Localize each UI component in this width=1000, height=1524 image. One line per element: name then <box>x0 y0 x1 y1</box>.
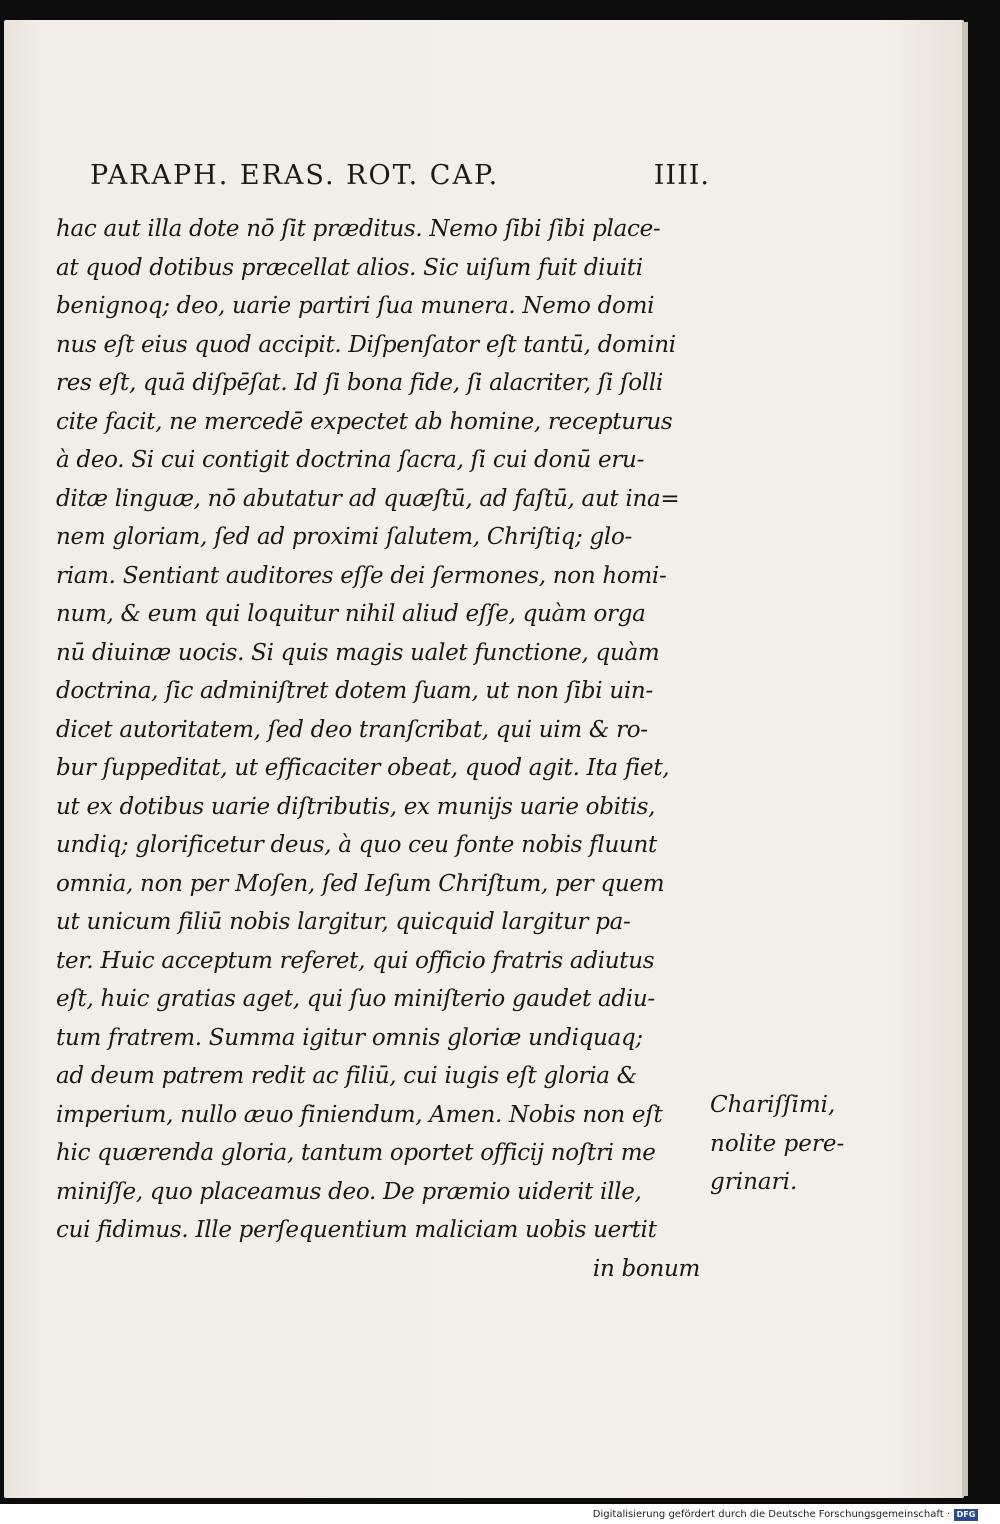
text-line: riam. Sentiant auditores eſſe dei ſermones, non homi- <box>56 562 667 589</box>
text-line: eſt, huic gratias aget, qui ſuo miniſterio gaudet adiu- <box>56 986 655 1012</box>
text-line: à deo. Si cui contigit doctrina ſacra, ſi cui donū eru- <box>56 447 645 473</box>
text-line: nū diuinӕ uocis. Si quis magis ualet functione, quàm <box>56 639 660 666</box>
text-line: omnia, non per Moſen, ſed Ieſum Chriſtum, per quem <box>56 870 665 897</box>
page-edge <box>962 22 968 1496</box>
text-line: bur ſuppeditat, ut efficaciter obeat, quod agit. Ita fiet, <box>56 755 670 781</box>
text-line: ut unicum filiū nobis largitur, quicquid largitur pa- <box>56 909 631 935</box>
text-line: hic quӕrenda gloria, tantum oportet officij noſtri me <box>56 1140 656 1166</box>
text-line: res eſt, quā diſpēſat. Id ſi bona fide, ſi alacriter, ſi ſolli <box>56 370 663 396</box>
catchword: in bonum <box>592 1255 700 1282</box>
dfg-logo-icon: DFG <box>954 1509 978 1521</box>
running-head <box>90 160 710 196</box>
text-line: ter. Huic acceptum referet, qui officio fratris adiutus <box>56 947 655 974</box>
credit-text: Digitalisierung gefördert durch die Deutsche Forschungsgemeinschaft · <box>592 1509 950 1520</box>
text-line: nem gloriam, ſed ad proximi ſalutem, Chriſtiq; glo- <box>56 524 632 550</box>
text-line: doctrina, ſic adminiſtret dotem ſuam, ut non ſibi uin- <box>56 678 653 704</box>
folio-number: IIII. <box>653 160 710 191</box>
text-line: imperium, nullo ӕuo finiendum, Amen. Nobis non eſt <box>56 1101 663 1128</box>
text-line: ad deum patrem redit ac filiū, cui iugis eſt gloria & <box>56 1063 637 1089</box>
digitization-credit <box>593 1508 978 1522</box>
text-line: benignoq; deo, uarie partiri ſua munera. Nemo domi <box>56 293 655 319</box>
running-head-title: PARAPH. ERAS. ROT. CAP. <box>90 160 500 191</box>
marginal-note <box>710 1086 880 1202</box>
text-line: cite facit, ne mercedē expectet ab homine, recepturus <box>56 408 673 435</box>
marginal-note-line: grinari. <box>710 1169 798 1195</box>
body-text <box>56 210 706 1288</box>
text-line: nus eſt eius quod accipit. Diſpenſator eſt tantū, domini <box>56 331 676 358</box>
text-line: hac aut illa dote nō ſit prӕditus. Nemo ſibi ſibi place- <box>56 216 661 242</box>
text-line: ut ex dotibus uarie diſtributis, ex munijs uarie obitis, <box>56 793 656 820</box>
marginal-note-line: nolite pere- <box>710 1130 845 1157</box>
text-line: miniſſe, quo placeamus deo. De prӕmio uiderit ille, <box>56 1178 642 1205</box>
marginal-note-line: Chariſſimi, <box>710 1092 836 1118</box>
text-line: cui fidimus. Ille perſequentium maliciam uobis uertit <box>56 1217 657 1243</box>
text-line: ditӕ linguӕ, nō abutatur ad quӕſtū, ad faſtū, aut ina= <box>56 485 680 512</box>
text-line: tum fratrem. Summa igitur omnis gloriӕ undiquaq; <box>56 1024 643 1051</box>
text-line: dicet autoritatem, ſed deo tranſcribat, qui uim & ro- <box>56 716 648 743</box>
text-line: at quod dotibus prӕcellat alios. Sic uiſum fuit diuiti <box>56 254 643 281</box>
text-line: undiq; glorificetur deus, à quo ceu fonte nobis fluunt <box>56 832 657 858</box>
text-line: num, & eum qui loquitur nihil aliud eſſe, quàm orga <box>56 601 646 627</box>
